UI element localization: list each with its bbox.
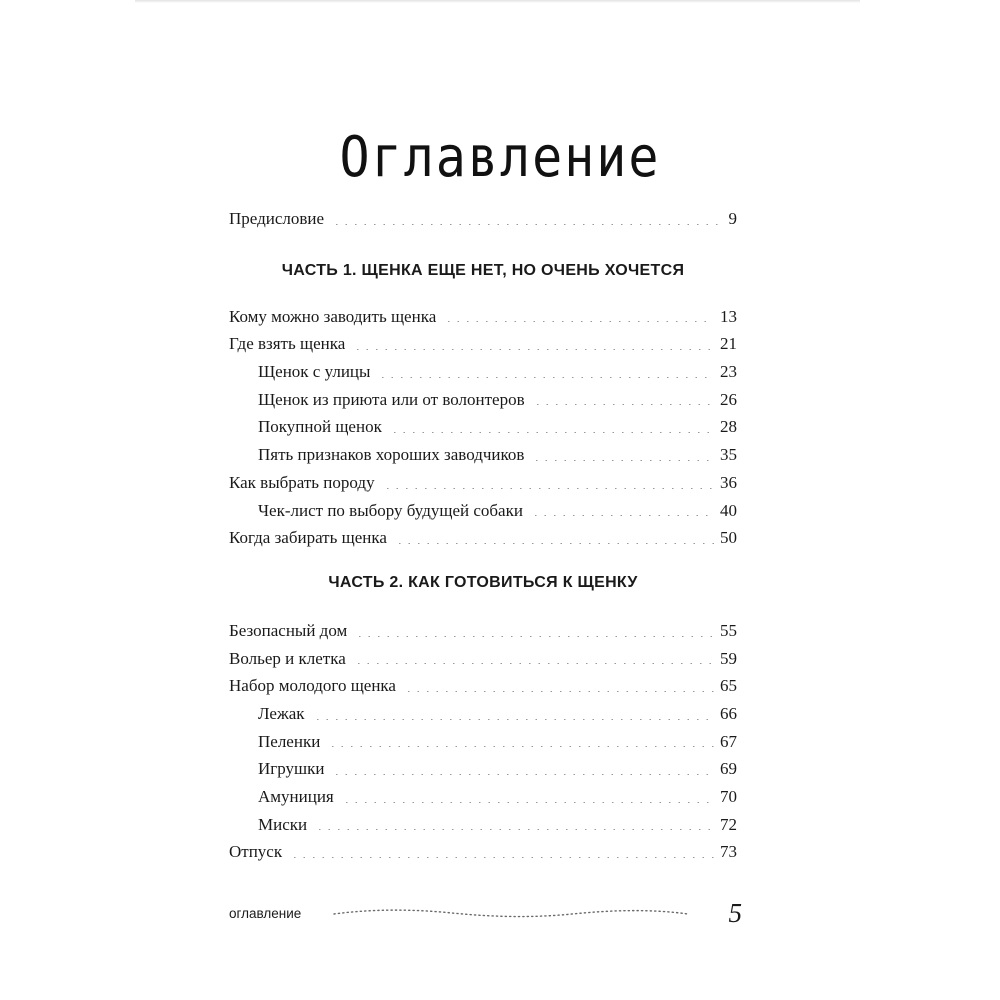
- toc-entry[interactable]: [229, 645, 737, 673]
- toc-entry[interactable]: [229, 617, 737, 645]
- toc-entry-label: Пеленки: [258, 731, 321, 751]
- toc-entry-label: Миски: [258, 814, 308, 834]
- toc-entry[interactable]: [229, 303, 737, 331]
- footer-section-label: оглавление: [229, 906, 302, 921]
- toc-entry-page: 35: [720, 445, 737, 465]
- toc-entry-page: 9: [728, 209, 737, 228]
- toc-subentry[interactable]: [229, 497, 737, 525]
- footer-wavy-dotted-line: [332, 908, 690, 920]
- toc-entry[interactable]: [229, 524, 737, 552]
- dot-leader: [395, 543, 714, 544]
- top-edge-shadow: [135, 0, 860, 3]
- toc-entry-label: Щенок с улицы: [258, 362, 371, 382]
- toc-entry-label: Пять признаков хороших заводчиков: [258, 445, 525, 465]
- toc-subentry[interactable]: [229, 700, 737, 728]
- toc-entry-page: 26: [720, 389, 737, 409]
- toc-subentry[interactable]: [229, 728, 737, 756]
- toc-entry-page: 65: [720, 676, 737, 696]
- toc-entry-label: Лежак: [258, 703, 305, 723]
- dot-leader: [354, 663, 714, 664]
- toc-entry-page: 55: [720, 620, 737, 640]
- toc-subentry[interactable]: [229, 413, 737, 441]
- toc-entry-label: Игрушки: [258, 759, 325, 779]
- dot-leader: [353, 349, 714, 350]
- toc-entry-label: Когда забирать щенка: [229, 528, 387, 548]
- toc-subentry[interactable]: [229, 358, 737, 386]
- toc-entry-page: 67: [720, 731, 737, 751]
- toc-entry-page: 50: [720, 528, 737, 548]
- toc-entry-page: 13: [720, 306, 737, 326]
- toc-entry-label: Предисловие: [229, 209, 325, 228]
- toc-entry-page: 21: [720, 334, 737, 354]
- toc-entry-preface[interactable]: [229, 205, 737, 233]
- toc-subentry[interactable]: [229, 783, 737, 811]
- toc-entry-label: Отпуск: [229, 842, 283, 862]
- dot-leader: [404, 691, 714, 692]
- toc-entry-label: Безопасный дом: [229, 620, 348, 640]
- dot-leader: [390, 432, 714, 433]
- toc-entry[interactable]: [229, 672, 737, 700]
- toc-entry-label: Где взять щенка: [229, 334, 346, 354]
- toc-entry[interactable]: [229, 330, 737, 358]
- toc-entry-label: Вольер и клетка: [229, 648, 346, 668]
- dot-leader: [313, 719, 714, 720]
- toc-entry-label: Чек-лист по выбору будущей собаки: [258, 500, 523, 520]
- toc-entry-page: 69: [720, 759, 737, 779]
- dot-leader: [378, 377, 714, 378]
- dot-leader: [531, 515, 714, 516]
- toc-entry-label: Амуниция: [258, 787, 334, 806]
- part-2-entries: [229, 617, 737, 866]
- toc-entry-page: 72: [720, 814, 737, 834]
- page-title: Оглавление: [339, 124, 661, 189]
- dot-leader: [328, 746, 714, 747]
- toc-entry-label: Набор молодого щенка: [229, 676, 396, 696]
- dot-leader: [332, 774, 714, 775]
- toc-entry-label: Как выбрать породу: [229, 472, 375, 492]
- toc-entry-page: 36: [720, 472, 737, 492]
- toc-entry-page: 66: [720, 703, 737, 723]
- part-1-entries: [229, 303, 737, 552]
- dot-leader: [290, 857, 714, 858]
- dot-leader: [383, 488, 714, 489]
- toc-entry-page: 59: [720, 648, 737, 668]
- toc-subentry[interactable]: [229, 811, 737, 839]
- toc-entry-page: 23: [720, 362, 737, 382]
- toc-entry[interactable]: [229, 838, 737, 866]
- part-2-heading[interactable]: ЧАСТЬ 2. КАК ГОТОВИТЬСЯ К ЩЕНКУ: [328, 573, 638, 591]
- dot-leader: [444, 321, 714, 322]
- toc-entry-label: Кому можно заводить щенка: [229, 306, 437, 326]
- dot-leader: [532, 460, 714, 461]
- toc-entry-page: 28: [720, 417, 737, 437]
- dot-leader: [315, 829, 714, 830]
- part-1-heading[interactable]: ЧАСТЬ 1. ЩЕНКА ЕЩЕ НЕТ, НО ОЧЕНЬ ХОЧЕТСЯ: [281, 261, 685, 279]
- dot-leader: [355, 636, 714, 637]
- toc-subentry[interactable]: [229, 441, 737, 469]
- toc-entry[interactable]: [229, 469, 737, 497]
- dot-leader: [332, 224, 722, 225]
- table-of-contents: [229, 205, 737, 866]
- dot-leader: [533, 404, 714, 405]
- toc-entry-page: 73: [720, 842, 737, 862]
- toc-entry-label: Щенок из приюта или от волонтеров: [258, 389, 525, 409]
- toc-subentry[interactable]: [229, 386, 737, 414]
- page-number: 5: [728, 898, 742, 928]
- toc-subentry[interactable]: [229, 755, 737, 783]
- toc-entry-label: Покупной щенок: [258, 417, 382, 437]
- toc-entry-page: 40: [720, 500, 737, 520]
- toc-entry-page: 70: [720, 787, 737, 806]
- dot-leader: [342, 802, 714, 803]
